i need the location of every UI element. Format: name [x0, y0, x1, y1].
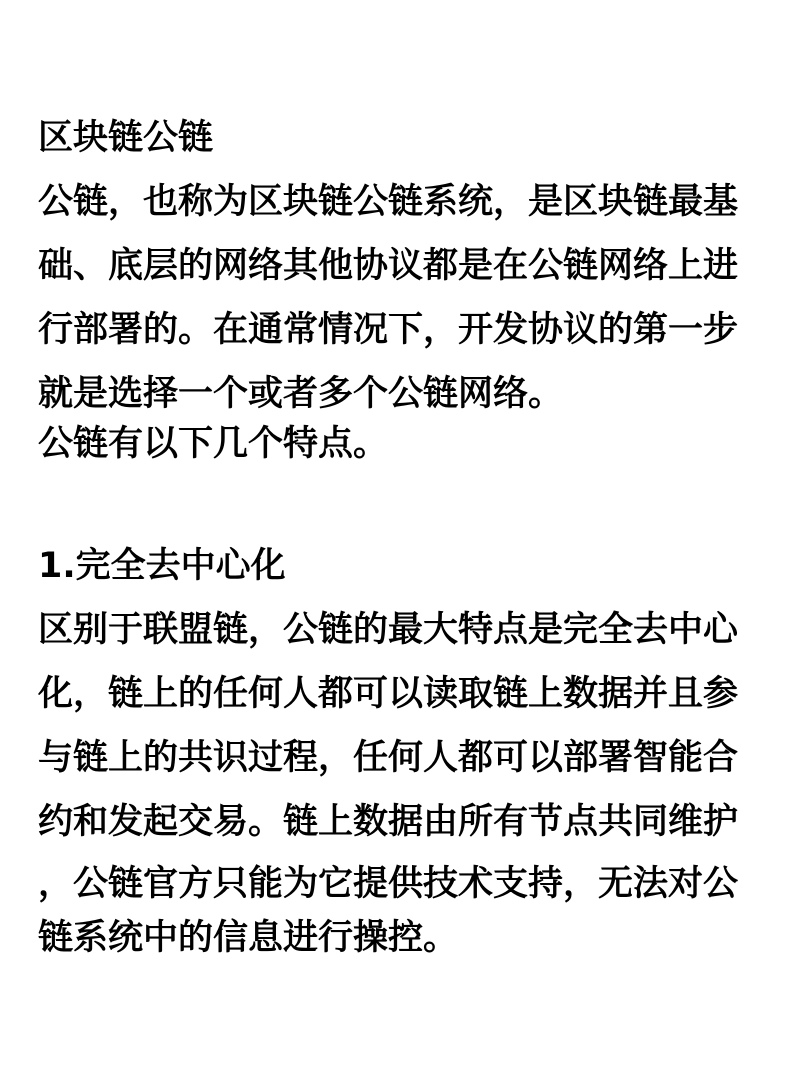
paragraph-line: 行部署的。在通常情况下，开发协议的第一步 — [38, 310, 739, 350]
paragraph-line: 公链，也称为区块链公链系统，是区块链最基 — [38, 182, 739, 222]
paragraph-line: 约和发起交易。链上数据由所有节点共同维护 — [38, 802, 739, 842]
paragraph-line: 公链有以下几个特点。 — [38, 424, 389, 464]
section-heading: 1.完全去中心化 — [38, 546, 286, 586]
paragraph-line: 区别于联盟链，公链的最大特点是完全去中心 — [38, 610, 739, 650]
section-heading: 区块链公链 — [38, 118, 214, 158]
paragraph-line: 化，链上的任何人都可以读取链上数据并且参 — [38, 674, 739, 714]
paragraph-line: ，公链官方只能为它提供技术支持，无法对公 — [38, 864, 739, 904]
paragraph-line: 础、底层的网络其他协议都是在公链网络上进 — [38, 246, 739, 286]
paragraph-line: 就是选择一个或者多个公链网络。 — [38, 374, 564, 414]
paragraph-line: 链系统中的信息进行操控。 — [38, 918, 459, 958]
paragraph-line: 与链上的共识过程，任何人都可以部署智能合 — [38, 738, 739, 778]
